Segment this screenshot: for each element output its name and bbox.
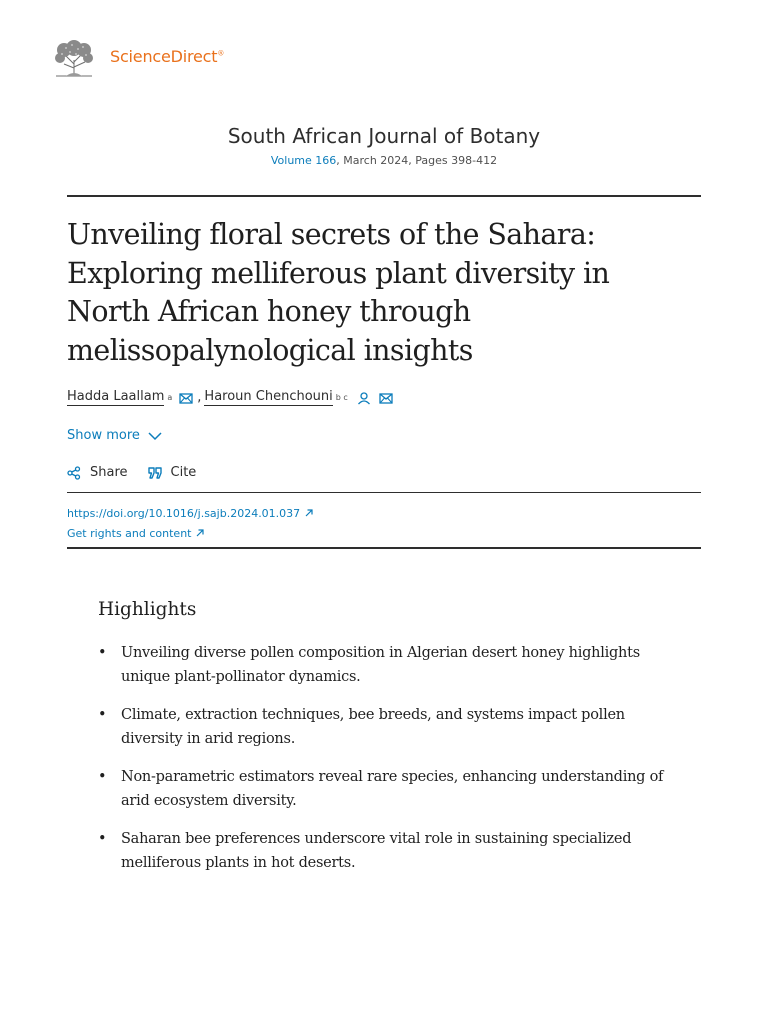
- article-links: [67, 503, 314, 543]
- highlight-text: Climate, extraction techniques, bee breeds, and systems impact pollen diversity in arid regions.: [121, 707, 625, 747]
- issue-info: [0, 154, 768, 167]
- divider: [67, 547, 701, 549]
- show-more-label: Show more: [67, 428, 140, 443]
- site-header: [52, 40, 224, 78]
- highlight-item: [98, 765, 678, 813]
- highlight-text: Saharan bee preferences underscore vital role in sustaining specialized melliferous plants in hot deserts.: [121, 831, 632, 871]
- author-list: [67, 389, 394, 406]
- cite-button[interactable]: [148, 465, 197, 480]
- chevron-down-icon: [148, 431, 162, 441]
- divider: [67, 492, 701, 493]
- person-icon[interactable]: [356, 390, 372, 406]
- cite-label: Cite: [170, 465, 197, 480]
- bullet: •: [98, 769, 107, 785]
- highlight-item: [98, 827, 678, 875]
- email-icon[interactable]: [378, 390, 394, 406]
- doi-link[interactable]: [67, 503, 314, 523]
- journal-name[interactable]: South African Journal of Botany: [227, 124, 541, 148]
- divider: [67, 195, 701, 197]
- author-separator: ,: [197, 390, 202, 405]
- highlights-heading: Highlights: [98, 599, 197, 620]
- rights-text: Get rights and content: [67, 526, 192, 540]
- share-icon: [67, 466, 81, 480]
- sciencedirect-brand[interactable]: ScienceDirect®: [110, 46, 225, 66]
- share-label: Share: [90, 465, 128, 480]
- external-link-arrow-icon: [195, 528, 205, 538]
- highlight-text: Non-parametric estimators reveal rare species, enhancing understanding of arid ecosystem diversity.: [121, 769, 664, 809]
- rights-link[interactable]: [67, 523, 314, 543]
- bullet: •: [98, 645, 107, 661]
- highlight-item: [98, 641, 678, 689]
- highlights-list: [98, 641, 678, 889]
- author-link[interactable]: Haroun Chenchouni: [204, 389, 333, 404]
- show-more-button[interactable]: [67, 428, 162, 443]
- elsevier-tree-logo[interactable]: [52, 40, 96, 78]
- external-link-arrow-icon: [304, 508, 314, 518]
- highlight-text: Unveiling diverse pollen composition in Algerian desert honey highlights unique plant-pollinator dynamics.: [121, 645, 640, 685]
- author-link[interactable]: Hadda Laallam: [67, 389, 165, 404]
- bullet: •: [98, 831, 107, 847]
- share-button[interactable]: [67, 465, 128, 480]
- affiliation-marker[interactable]: a: [167, 393, 173, 402]
- bullet: •: [98, 707, 107, 723]
- highlight-item: [98, 703, 678, 751]
- volume-link[interactable]: Volume 166: [270, 154, 337, 167]
- issue-details: , March 2024, Pages 398-412: [336, 154, 498, 167]
- quote-icon: [148, 467, 162, 479]
- article-actions: [67, 465, 216, 480]
- article-title: Unveiling floral secrets of the Sahara: Exploring melliferous plant diversity in North African honey through melissopalynological insights: [67, 218, 610, 367]
- doi-text: https://doi.org/10.1016/j.sajb.2024.01.037: [67, 506, 301, 520]
- affiliation-marker[interactable]: b c: [335, 393, 348, 402]
- email-icon[interactable]: [178, 390, 194, 406]
